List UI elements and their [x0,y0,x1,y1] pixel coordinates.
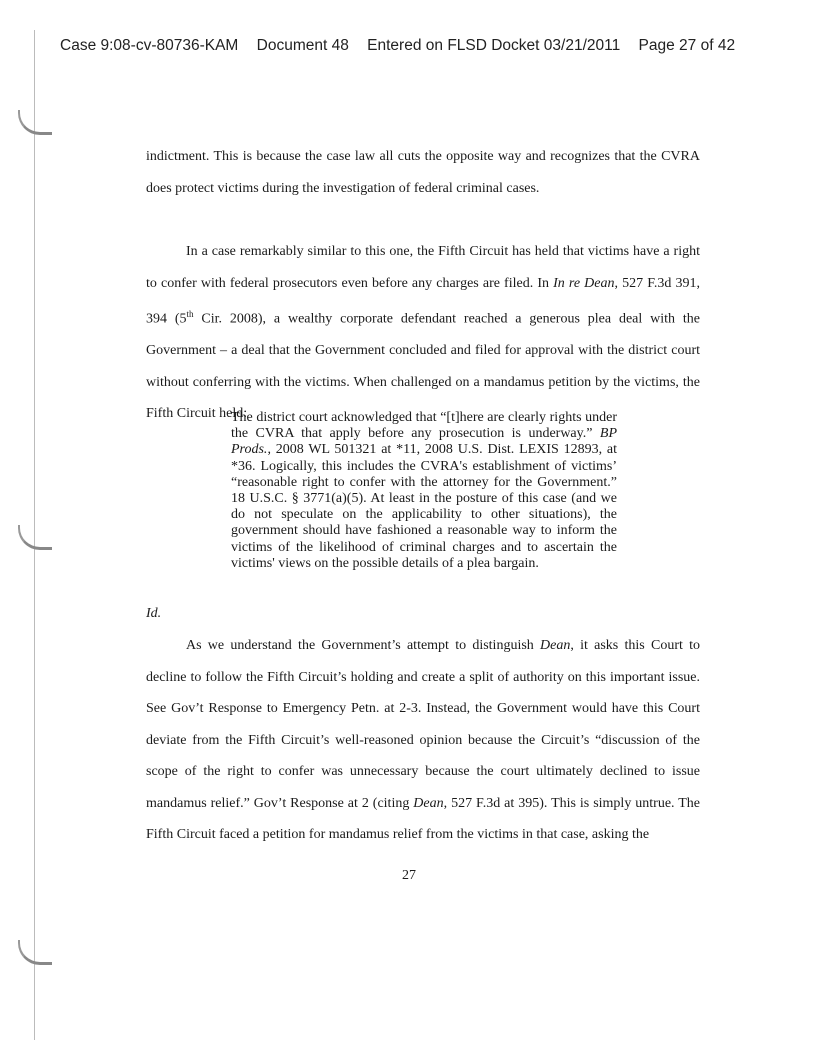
docket-header [60,37,760,55]
paragraph-continuation: indictment. This is because the case law all cuts the opposite way and recognizes that the CVRA does protect victims during the investigation of federal criminal cases. [146,149,700,196]
binder-hole-bottom [18,940,52,965]
page-indicator: Page 27 of 42 [638,37,736,54]
case-number: Case 9:08-cv-80736-KAM [60,37,239,54]
page-number: 27 [402,868,416,883]
case-name-dean-citation: Dean [413,795,444,811]
paragraph-dean: In a case remarkably similar to this one, the Fifth Circuit has held that victims have a right to confer with federal prosecutors even before any charges are filed. In In re Dean, 527 F.3d 391, 394 (5th Cir. 2008), a wealthy corporate defendant reached a generous plea deal with the Government – a deal that the Government concluded and filed for approval with the district court without conferring with the victims. When challenged on a mandamus petition by the victims, the Fifth Circuit held: [146,244,700,422]
document-number: Document 48 [256,37,349,54]
opening-paragraph-block [146,141,700,204]
binder-hole-top [18,110,52,135]
case-name-in-re-dean: In re Dean [553,275,615,291]
block-quote: The district court acknowledged that “[t]here are clearly rights under the CVRA that apply before any prosecution is underway.” BP Prods., 2008 WL 501321 at *11, 2008 U.S. Dist. LEXIS 12893, at *36. Logically, this includes the CVRA's establishment of victims’ “reasonable right to confer with the attorney for the Government.” 18 U.S.C. § 3771(a)(5). At least in the posture of this case (and we do not speculate on the applicability to other situations), the government should have fashioned a reasonable way to inform the victims of the likelihood of criminal charges and to ascertain the victims' views on the possible details of a plea bargain. [231,410,617,571]
id-citation: Id. [146,606,162,621]
government-paragraph-block [146,630,700,851]
paragraph-government-argument: As we understand the Government’s attempt to distinguish Dean, it asks this Court to decline to follow the Fifth Circuit’s holding and create a split of authority on this important issue. See Gov’t Response to Emergency Petn. at 2-3. Instead, the Government would have this Court deviate from the Fifth Circuit’s well-reasoned opinion because the Circuit’s “discussion of the scope of the right to confer was unnecessary because the court ultimately declined to issue mandamus relief.” Gov’t Response at 2 (citing Dean, 527 F.3d at 395). This is simply untrue. The Fifth Circuit faced a petition for mandamus relief from the victims in that case, asking the [146,638,701,842]
case-name-dean: Dean [540,638,571,653]
docket-entry-date: Entered on FLSD Docket 03/21/2011 [367,37,621,54]
case-name-bp-prods: BP Prods. [231,426,617,458]
dean-paragraph-block [146,236,700,430]
binder-hole-middle [18,525,52,550]
